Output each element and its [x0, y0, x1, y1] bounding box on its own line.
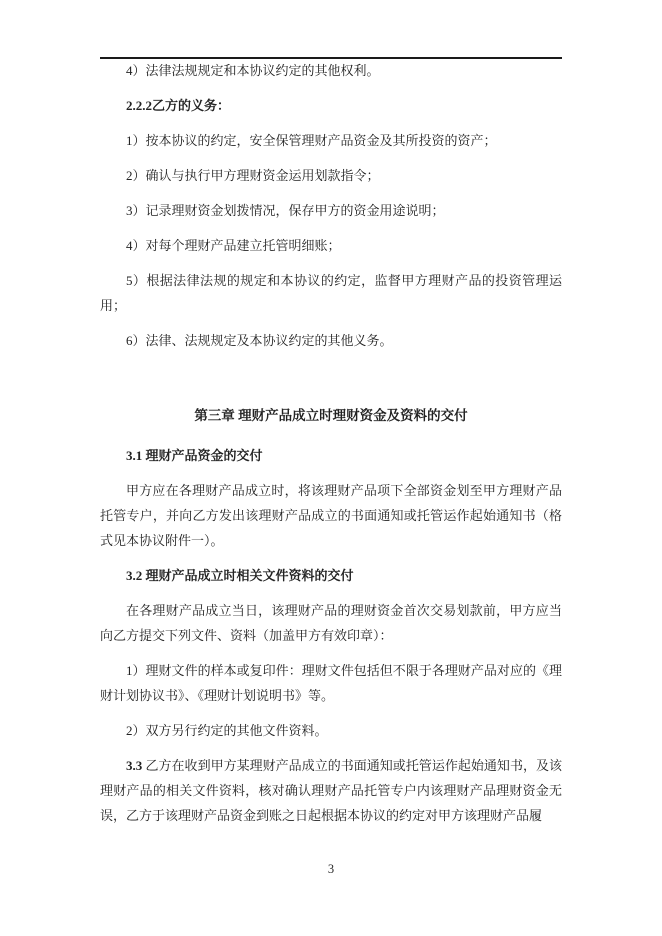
list-item-paragraph: 2）确认与执行甲方理财资金运用划款指令； — [126, 168, 380, 183]
body-paragraph — [100, 753, 562, 828]
page-number: 3 — [327, 862, 335, 876]
list-item-paragraph: 2）双方另行约定的其他文件资料。 — [126, 723, 328, 738]
list-item-paragraph: 4）法律法规规定和本协议约定的其他权利。 — [126, 63, 380, 78]
list-item-paragraph: 1）理财文件的样本或复印件：理财文件包括但不限于各理财产品对应的《理财计划协议书》、《理财计划说明书》等。 — [100, 663, 562, 703]
list-item-paragraph: 1）按本协议的约定，安全保管理财产品资金及其所投资的资产； — [126, 133, 497, 148]
body-paragraph: 在各理财产品成立当日，该理财产品的理财资金首次交易划款前，甲方应当向乙方提交下列文件、资料（加盖甲方有效印章）： — [100, 603, 562, 643]
list-item-paragraph: 6）法律、法规规定及本协议约定的其他义务。 — [126, 333, 393, 348]
list-item-paragraph: 4）对每个理财产品建立托管明细账； — [126, 238, 341, 253]
section-heading: 2.2.2乙方的义务： — [126, 98, 231, 113]
clause-text: 乙方在收到甲方某理财产品成立的书面通知或托管运作起始通知书，及该理财产品的相关文件资料，核对确认理财产品托管专户内该理财产品理财资金无误，乙方于该理财产品资金到账之日起根据本协议的约定对甲方该理财产品履 — [100, 758, 562, 823]
section-heading: 3.2 理财产品成立时相关文件资料的交付 — [126, 568, 354, 583]
document-body — [100, 58, 562, 838]
section-heading: 3.1 理财产品资金的交付 — [126, 448, 263, 463]
chapter-heading: 第三章 理财产品成立时理财资金及资料的交付 — [194, 408, 468, 423]
clause-number: 3.3 — [126, 758, 143, 773]
list-item-paragraph: 5）根据法律法规的规定和本协议的约定，监督甲方理财产品的投资管理运用； — [100, 273, 562, 313]
list-item-paragraph: 3）记录理财资金划拨情况，保存甲方的资金用途说明； — [126, 203, 445, 218]
body-paragraph: 甲方应在各理财产品成立时，将该理财产品项下全部资金划至甲方理财产品托管专户，并向乙方发出该理财产品成立的书面通知或托管运作起始通知书（格式见本协议附件一）。 — [100, 483, 562, 548]
